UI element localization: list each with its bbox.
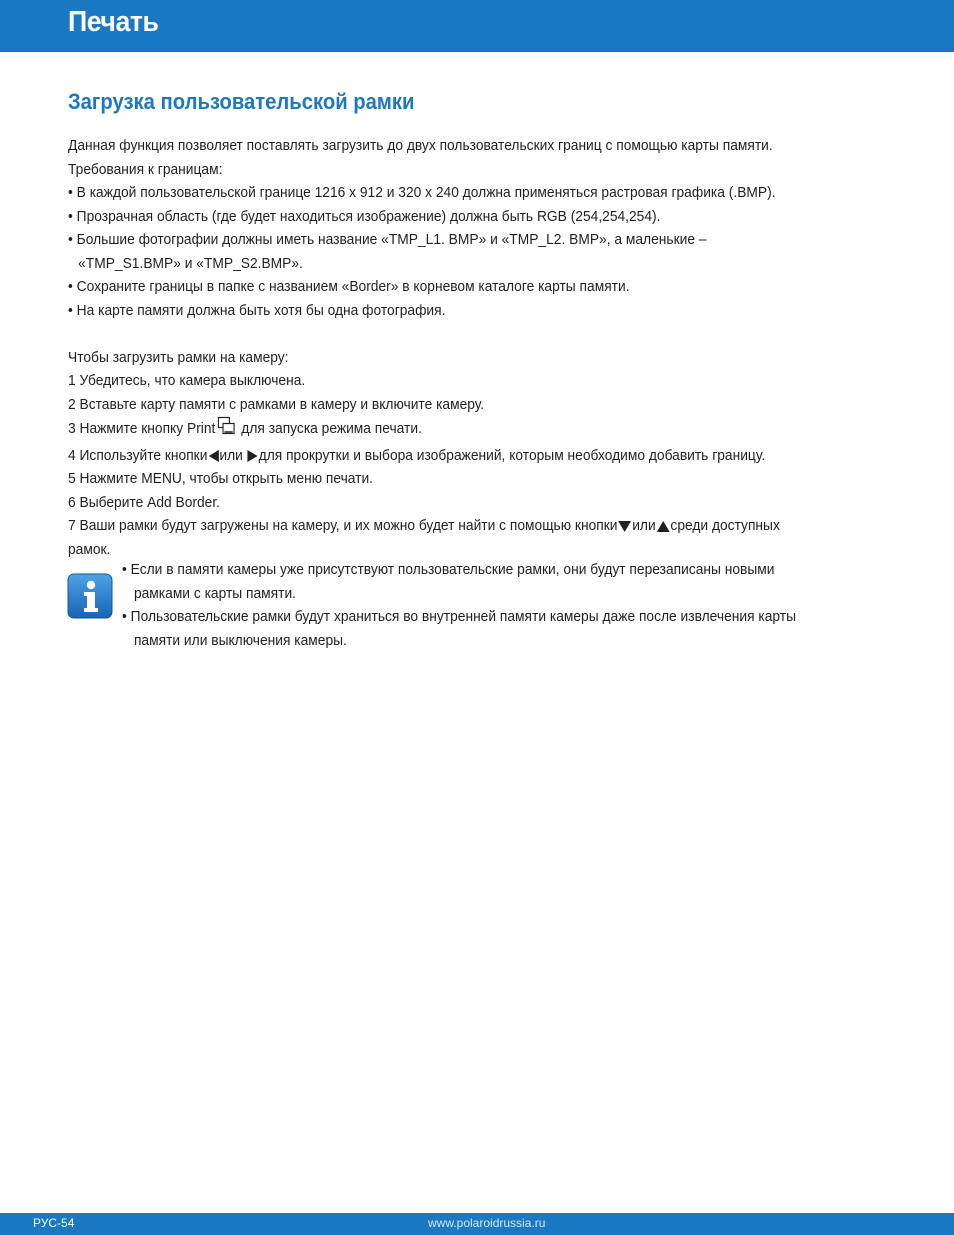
note-item: • Пользовательские рамки будут храниться во внутренней памяти камеры даже после извлечения карты [122, 608, 797, 625]
step-7 [68, 514, 822, 538]
info-icon [67, 573, 113, 619]
step-3 [68, 416, 822, 444]
requirement-item: • Сохраните границы в папке с названием «Border» в корневом каталоге карты памяти. [68, 278, 630, 295]
intro-paragraph: Данная функция позволяет поставлять загрузить до двух пользовательских границ с помощью карты памяти. [68, 137, 773, 154]
requirement-item: • Большие фотографии должны иметь название «TMP_L1. BMP» и «TMP_L2. BMP», а маленькие – [68, 231, 707, 248]
print-icon [217, 416, 235, 444]
note-item-continued: рамками с карты памяти. [133, 584, 297, 602]
step-7-text-mid: или [632, 517, 656, 534]
note-item: • Если в памяти камеры уже присутствуют пользовательские рамки, они будут перезаписаны новыми [122, 561, 775, 578]
requirement-item-continued: «TMP_S1.BMP» и «TMP_S2.BMP». [78, 254, 303, 272]
spacer [68, 322, 888, 346]
step-6: 6 Выберите Add Border. [68, 493, 221, 511]
steps-heading: Чтобы загрузить рамки на камеру: [68, 348, 289, 366]
section-title: Загрузка пользовательской рамки [68, 89, 415, 114]
note-item-continued: памяти или выключения камеры. [133, 631, 347, 649]
step-4-text-after: для прокрутки и выбора изображений, которым необходимо добавить границу. [258, 446, 766, 464]
info-note [122, 558, 892, 652]
requirement-item: • В каждой пользовательской границе 1216 x 912 и 320 x 240 должна применяться растровая графика (.BMP). [68, 184, 776, 201]
step-4-text-before: 4 Используйте кнопки [68, 446, 208, 464]
requirement-item: • На карте памяти должна быть хотя бы одна фотография. [68, 301, 446, 319]
step-7-text-after: среди доступных [670, 517, 780, 534]
requirement-item: • Прозрачная область (где будет находиться изображение) должна быть RGB (254,254,254). [68, 207, 661, 225]
down-arrow-icon [618, 521, 631, 532]
right-arrow-icon [248, 450, 258, 462]
page-title: Печать [68, 6, 159, 38]
main-content [68, 134, 888, 561]
up-arrow-icon [657, 521, 670, 532]
step-4-text-mid: или [219, 446, 247, 464]
step-2: 2 Вставьте карту памяти с рамками в камеру и включите камеру. [68, 395, 485, 413]
page-header-bar [0, 0, 954, 52]
page-number: РУС-54 [33, 1216, 75, 1230]
step-3-text-before: 3 Нажмите кнопку Print [68, 420, 216, 437]
step-7-continued: рамок. [68, 540, 111, 558]
requirements-heading: Требования к границам: [68, 160, 223, 178]
step-3-text-after: для запуска режима печати. [237, 420, 422, 437]
step-5: 5 Нажмите MENU, чтобы открыть меню печати. [68, 470, 373, 487]
left-arrow-icon [208, 450, 218, 462]
step-7-text-before: 7 Ваши рамки будут загружены на камеру, и их можно будет найти с помощью кнопки [68, 517, 618, 534]
step-4 [68, 444, 822, 468]
page-footer [0, 1213, 954, 1235]
step-1: 1 Убедитесь, что камера выключена. [68, 372, 306, 389]
website-link[interactable]: www.polaroidrussia.ru [428, 1216, 546, 1230]
